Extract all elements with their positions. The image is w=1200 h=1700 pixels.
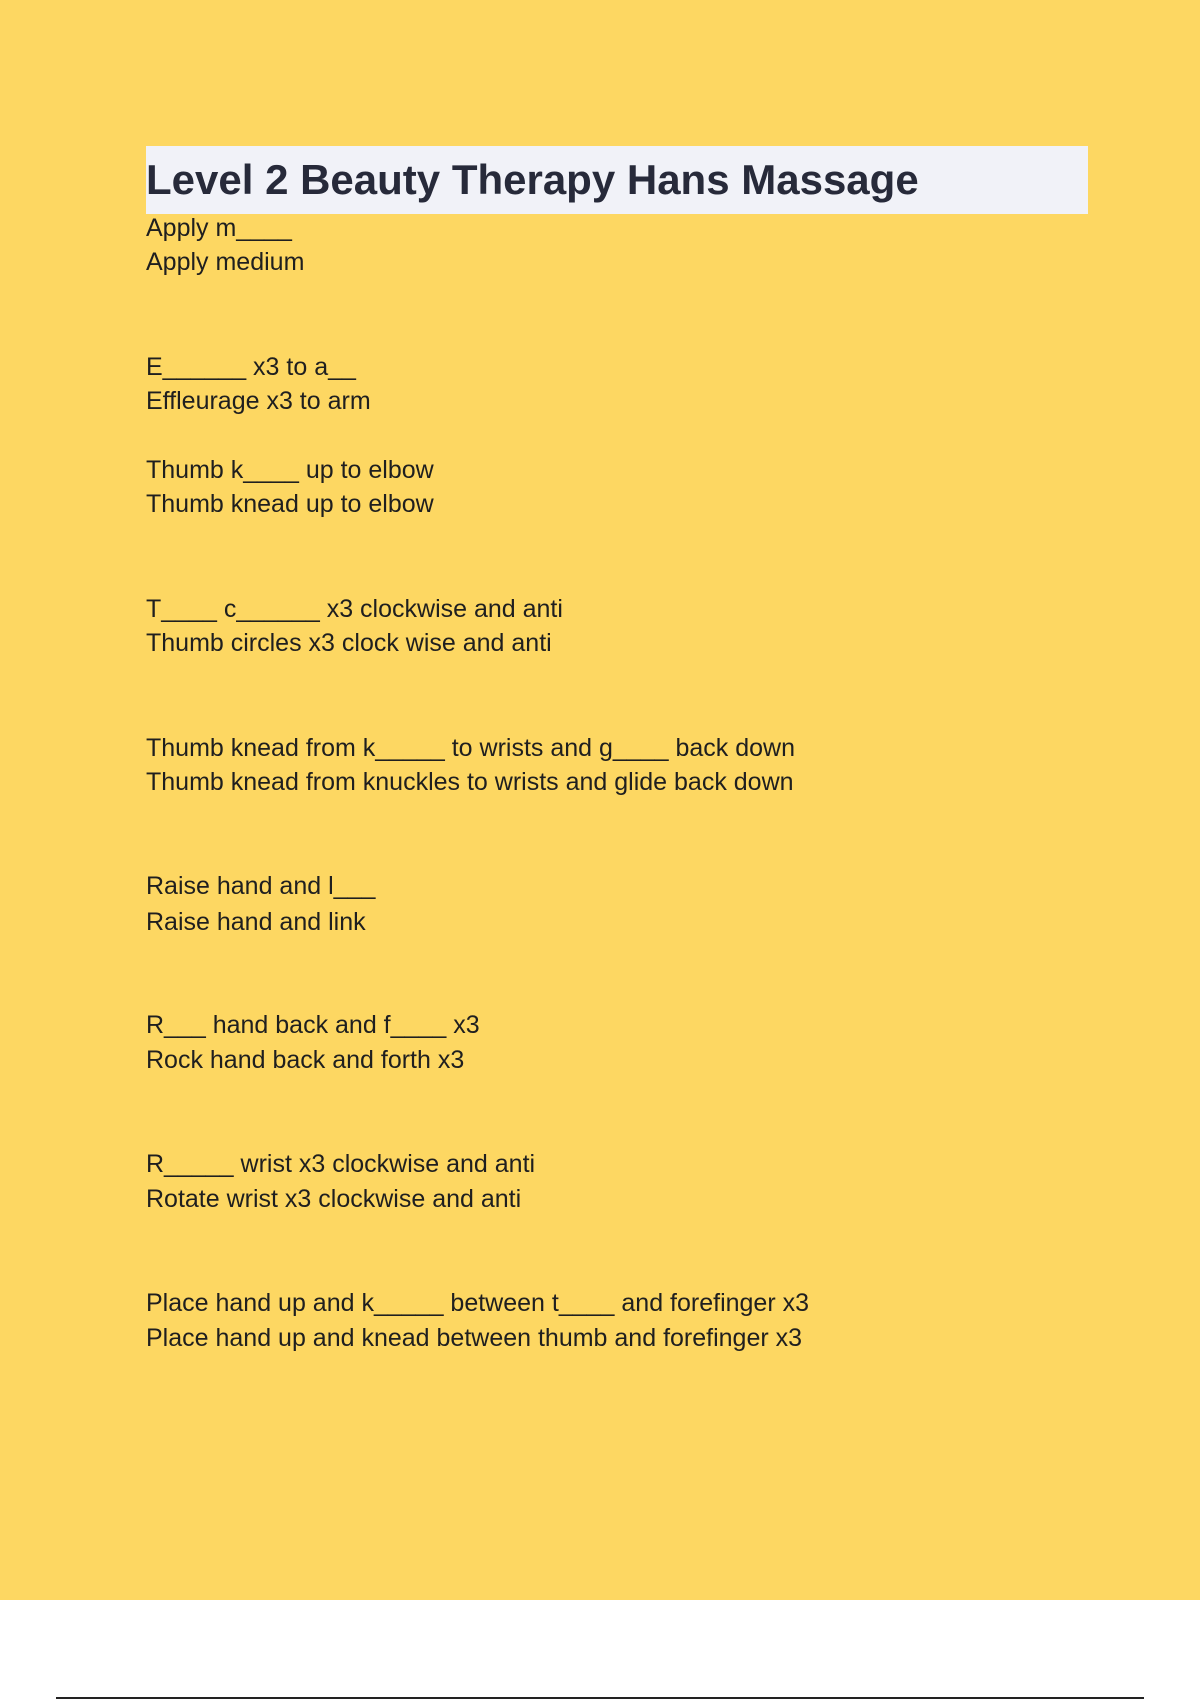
item-2-prompt: E______ x3 to a__ — [146, 353, 356, 381]
item-5-prompt: Thumb knead from k_____ to wrists and g____ back down — [146, 734, 795, 762]
item-3-prompt: Thumb k____ up to elbow — [146, 456, 434, 484]
item-9-prompt: Place hand up and k_____ between t____ and forefinger x3 — [146, 1289, 810, 1317]
item-8-answer: Rotate wrist x3 clockwise and anti — [146, 1185, 522, 1213]
item-4-answer: Thumb circles x3 clock wise and anti — [146, 629, 552, 657]
item-1-answer: Apply medium — [146, 248, 305, 276]
item-8-prompt: R_____ wrist x3 clockwise and anti — [146, 1150, 536, 1178]
item-4-prompt: T____ c______ x3 clockwise and anti — [146, 595, 563, 623]
item-9-answer: Place hand up and knead between thumb and forefinger x3 — [146, 1324, 803, 1352]
item-5-answer: Thumb knead from knuckles to wrists and glide back down — [146, 768, 794, 796]
item-7-prompt: R___ hand back and f____ x3 — [146, 1011, 480, 1039]
item-1-prompt: Apply m____ — [146, 214, 292, 242]
item-7-answer: Rock hand back and forth x3 — [146, 1046, 465, 1074]
item-6-answer: Raise hand and link — [146, 908, 366, 936]
footer-divider — [56, 1697, 1144, 1699]
item-3-answer: Thumb knead up to elbow — [146, 490, 434, 518]
item-6-prompt: Raise hand and l___ — [146, 872, 376, 900]
page-title: Level 2 Beauty Therapy Hans Massage — [146, 156, 919, 203]
item-2-answer: Effleurage x3 to arm — [146, 387, 371, 415]
